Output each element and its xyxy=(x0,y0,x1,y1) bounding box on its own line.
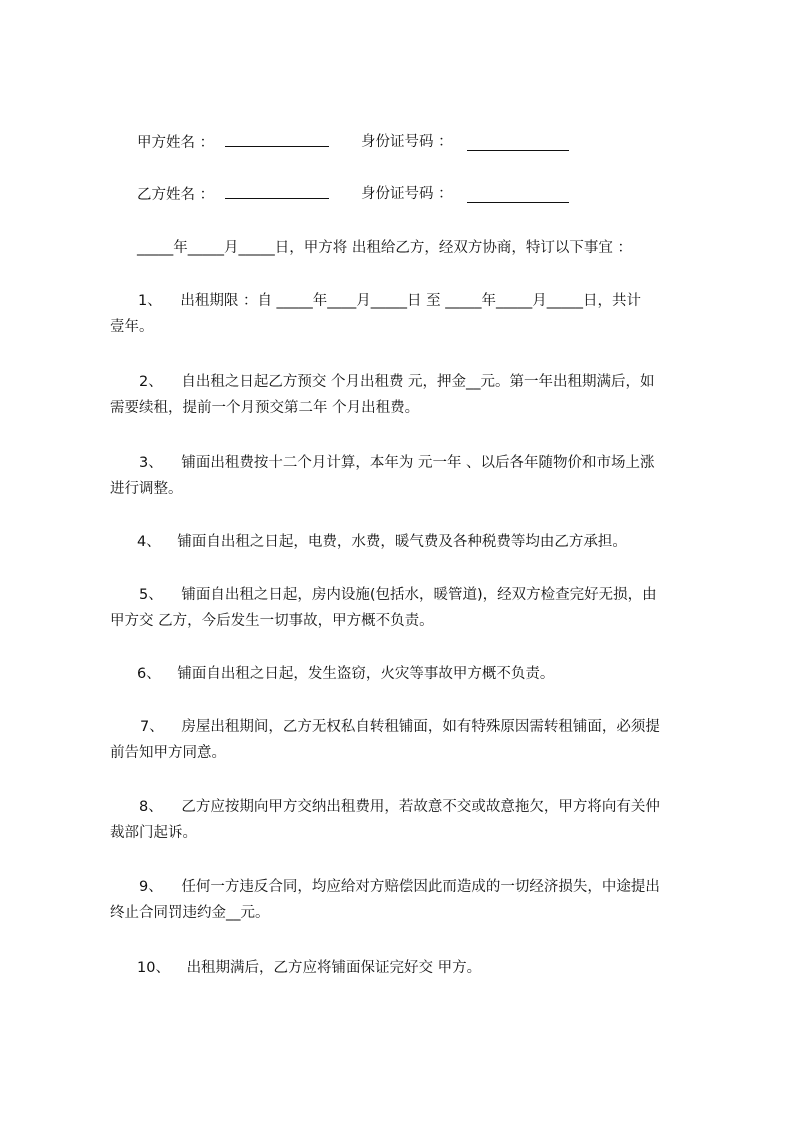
party-a-name-blank xyxy=(225,132,329,147)
clause-number: 2、 xyxy=(139,374,163,390)
clause-number: 9、 xyxy=(139,879,163,895)
party-b-id-label: 身份证号码 ： xyxy=(361,186,453,202)
party-a-row xyxy=(137,132,453,153)
party-b-id-blank xyxy=(467,188,569,203)
clause-text: 铺面出租费按十二个月计算，本年为 元一年 、以后各年随物价和市场上涨 xyxy=(181,455,655,471)
clause-5 xyxy=(139,585,657,605)
clause-3-cont: 进行调整。 xyxy=(110,481,183,497)
clause-number: 5、 xyxy=(139,587,163,603)
clause-number: 10、 xyxy=(137,960,170,976)
clause-text: 任何一方违反合同，均应给对方赔偿因此而造成的一切经济损失，中途提出 xyxy=(181,879,660,895)
clause-number: 1、 xyxy=(138,293,162,309)
party-a-id-blank xyxy=(467,136,569,151)
clause-7 xyxy=(140,717,660,737)
party-b-name-blank xyxy=(225,184,329,199)
clause-8 xyxy=(139,797,660,817)
clause-text: 铺面自出租之日起，电费，水费，暖气费及各种税费等均由乙方承担。 xyxy=(177,534,627,550)
clause-3 xyxy=(139,453,655,473)
clause-number: 3、 xyxy=(139,455,163,471)
clause-text: 出租期限 ：自 _____年____月_____日 至 _____年_____月_____日，共计 xyxy=(180,293,642,309)
clause-text: 铺面自出租之日起，发生盗窃，火灾等事故甲方概不负责。 xyxy=(177,666,555,682)
clause-text: 乙方应按期向甲方交纳出租费用，若故意不交或故意拖欠，甲方将向有关仲 xyxy=(181,799,660,815)
clause-4 xyxy=(137,532,627,552)
clause-1 xyxy=(138,291,641,311)
clause-text: 自出租之日起乙方预交 个月出租费 元，押金__元。第一年出租期满后，如 xyxy=(181,374,655,390)
clause-2 xyxy=(139,372,655,392)
clause-number: 6、 xyxy=(137,666,161,682)
clause-number: 7、 xyxy=(140,719,164,735)
clause-10 xyxy=(137,958,481,978)
clause-2-cont: 需要续租，提前一个月预交第二年 个月出租费。 xyxy=(110,400,420,416)
party-a-id-label: 身份证号码 ： xyxy=(361,134,453,150)
clause-text: 铺面自出租之日起，房内设施(包括水，暖管道)，经双方检查完好无损，由 xyxy=(181,587,657,603)
clause-9-cont: 终止合同罚违约金__元。 xyxy=(110,905,270,921)
clause-6 xyxy=(137,664,554,684)
party-a-name-label: 甲方姓名 ： xyxy=(137,135,215,151)
clause-9 xyxy=(139,877,660,897)
clause-8-cont: 裁部门起诉。 xyxy=(110,825,197,841)
clause-text: 房屋出租期间，乙方无权私自转租铺面，如有特殊原因需转租铺面，必须提 xyxy=(181,719,660,735)
clause-1-cont: 壹年。 xyxy=(110,319,154,335)
clause-number: 8、 xyxy=(139,799,163,815)
clause-5-cont: 甲方交 乙方，今后发生一切事故，甲方概不负责。 xyxy=(110,613,434,629)
clause-text: 出租期满后，乙方应将铺面保证完好交 甲方。 xyxy=(186,960,482,976)
party-b-row xyxy=(137,184,453,205)
clause-7-cont: 前告知甲方同意。 xyxy=(110,745,226,761)
clause-number: 4、 xyxy=(137,534,161,550)
party-b-name-label: 乙方姓名 ： xyxy=(137,187,215,203)
preamble: _____年_____月_____日，甲方将 出租给乙方，经双方协商，特订以下事宜 ： xyxy=(137,240,632,256)
